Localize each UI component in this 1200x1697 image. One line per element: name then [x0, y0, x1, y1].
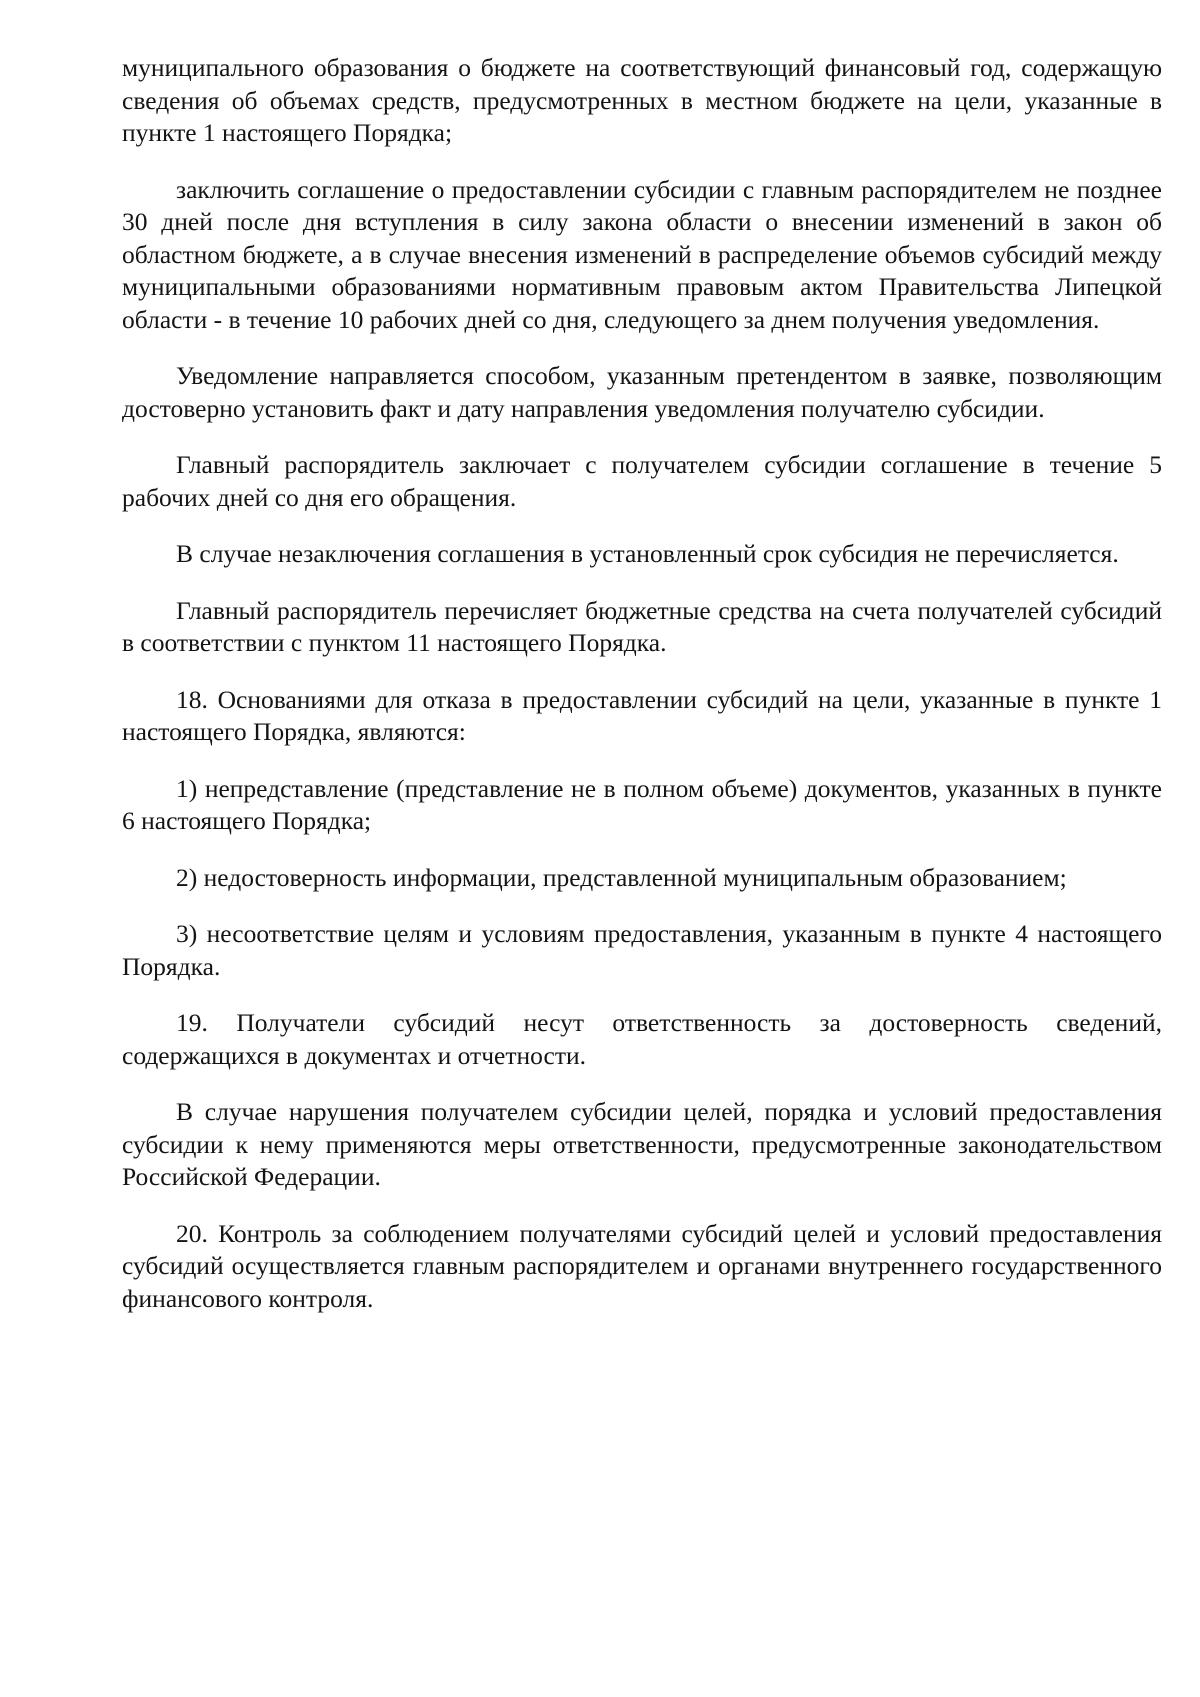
paragraph-funds-transfer: Главный распорядитель перечисляет бюджетные средства на счета получателей субсидий в соответствии с пунктом 11 настоящего Порядка.: [122, 595, 1162, 657]
paragraph-non-conclusion: В случае незаключения соглашения в установленный срок субсидия не перечисляется.: [176, 539, 1119, 568]
paragraph-refusal-item-3: 3) несоответствие целям и условиям предоставления, указанным в пункте 4 настоящего Порядка.: [122, 919, 1162, 981]
paragraph-agreement-term: Главный распорядитель заключает с получателем субсидии соглашение в течение 5 рабочих дней со дня его обращения.: [122, 450, 1162, 512]
paragraph-18-refusal-grounds: 18. Основаниями для отказа в предоставлении субсидий на цели, указанные в пункте 1 настоящего Порядка, являются:: [122, 684, 1162, 746]
paragraph-continuation: муниципального образования о бюджете на соответствующий финансовый год, содержащую сведения об объемах средств, предусмотренных в местном бюджете на цели, указанные в пункте 1 настоящего Порядка;: [122, 53, 1162, 147]
document-body: [122, 52, 1162, 1339]
paragraph-20-control: 20. Контроль за соблюдением получателями субсидий целей и условий предоставления субсидий осуществляется главным распорядителем и органами внутреннего государственного финансового контроля.: [122, 1218, 1162, 1313]
paragraph-refusal-item-2: 2) недостоверность информации, представленной муниципальным образованием;: [176, 862, 1067, 892]
paragraph-refusal-item-1: 1) непредставление (представление не в полном объеме) документов, указанных в пункте 6 настоящего Порядка;: [122, 773, 1162, 835]
paragraph-violation-measures: В случае нарушения получателем субсидии целей, порядка и условий предоставления субсидии к нему применяются меры ответственности, предусмотренные законодательством Российской Федерации.: [122, 1097, 1162, 1191]
paragraph-19-responsibility: 19. Получатели субсидий несут ответственность за достоверность сведений, содержащихся в документах и отчетности.: [122, 1008, 1162, 1070]
paragraph-agreement-conclusion: заключить соглашение о предоставлении субсидии с главным распорядителем не позднее 30 дней после дня вступления в силу закона области о внесении изменений в закон об областном бюджете, а в случае внесения изменений в распределение объемов субсидий между муниципальными образованиями нормативным правовым актом Правительства Липецкой области - в течение 10 рабочих дней со дня, следующего за днем получения уведомления.: [122, 174, 1162, 334]
paragraph-notification-method: Уведомление направляется способом, указанным претендентом в заявке, позволяющим достоверно установить факт и дату направления уведомления получателю субсидии.: [122, 361, 1162, 423]
